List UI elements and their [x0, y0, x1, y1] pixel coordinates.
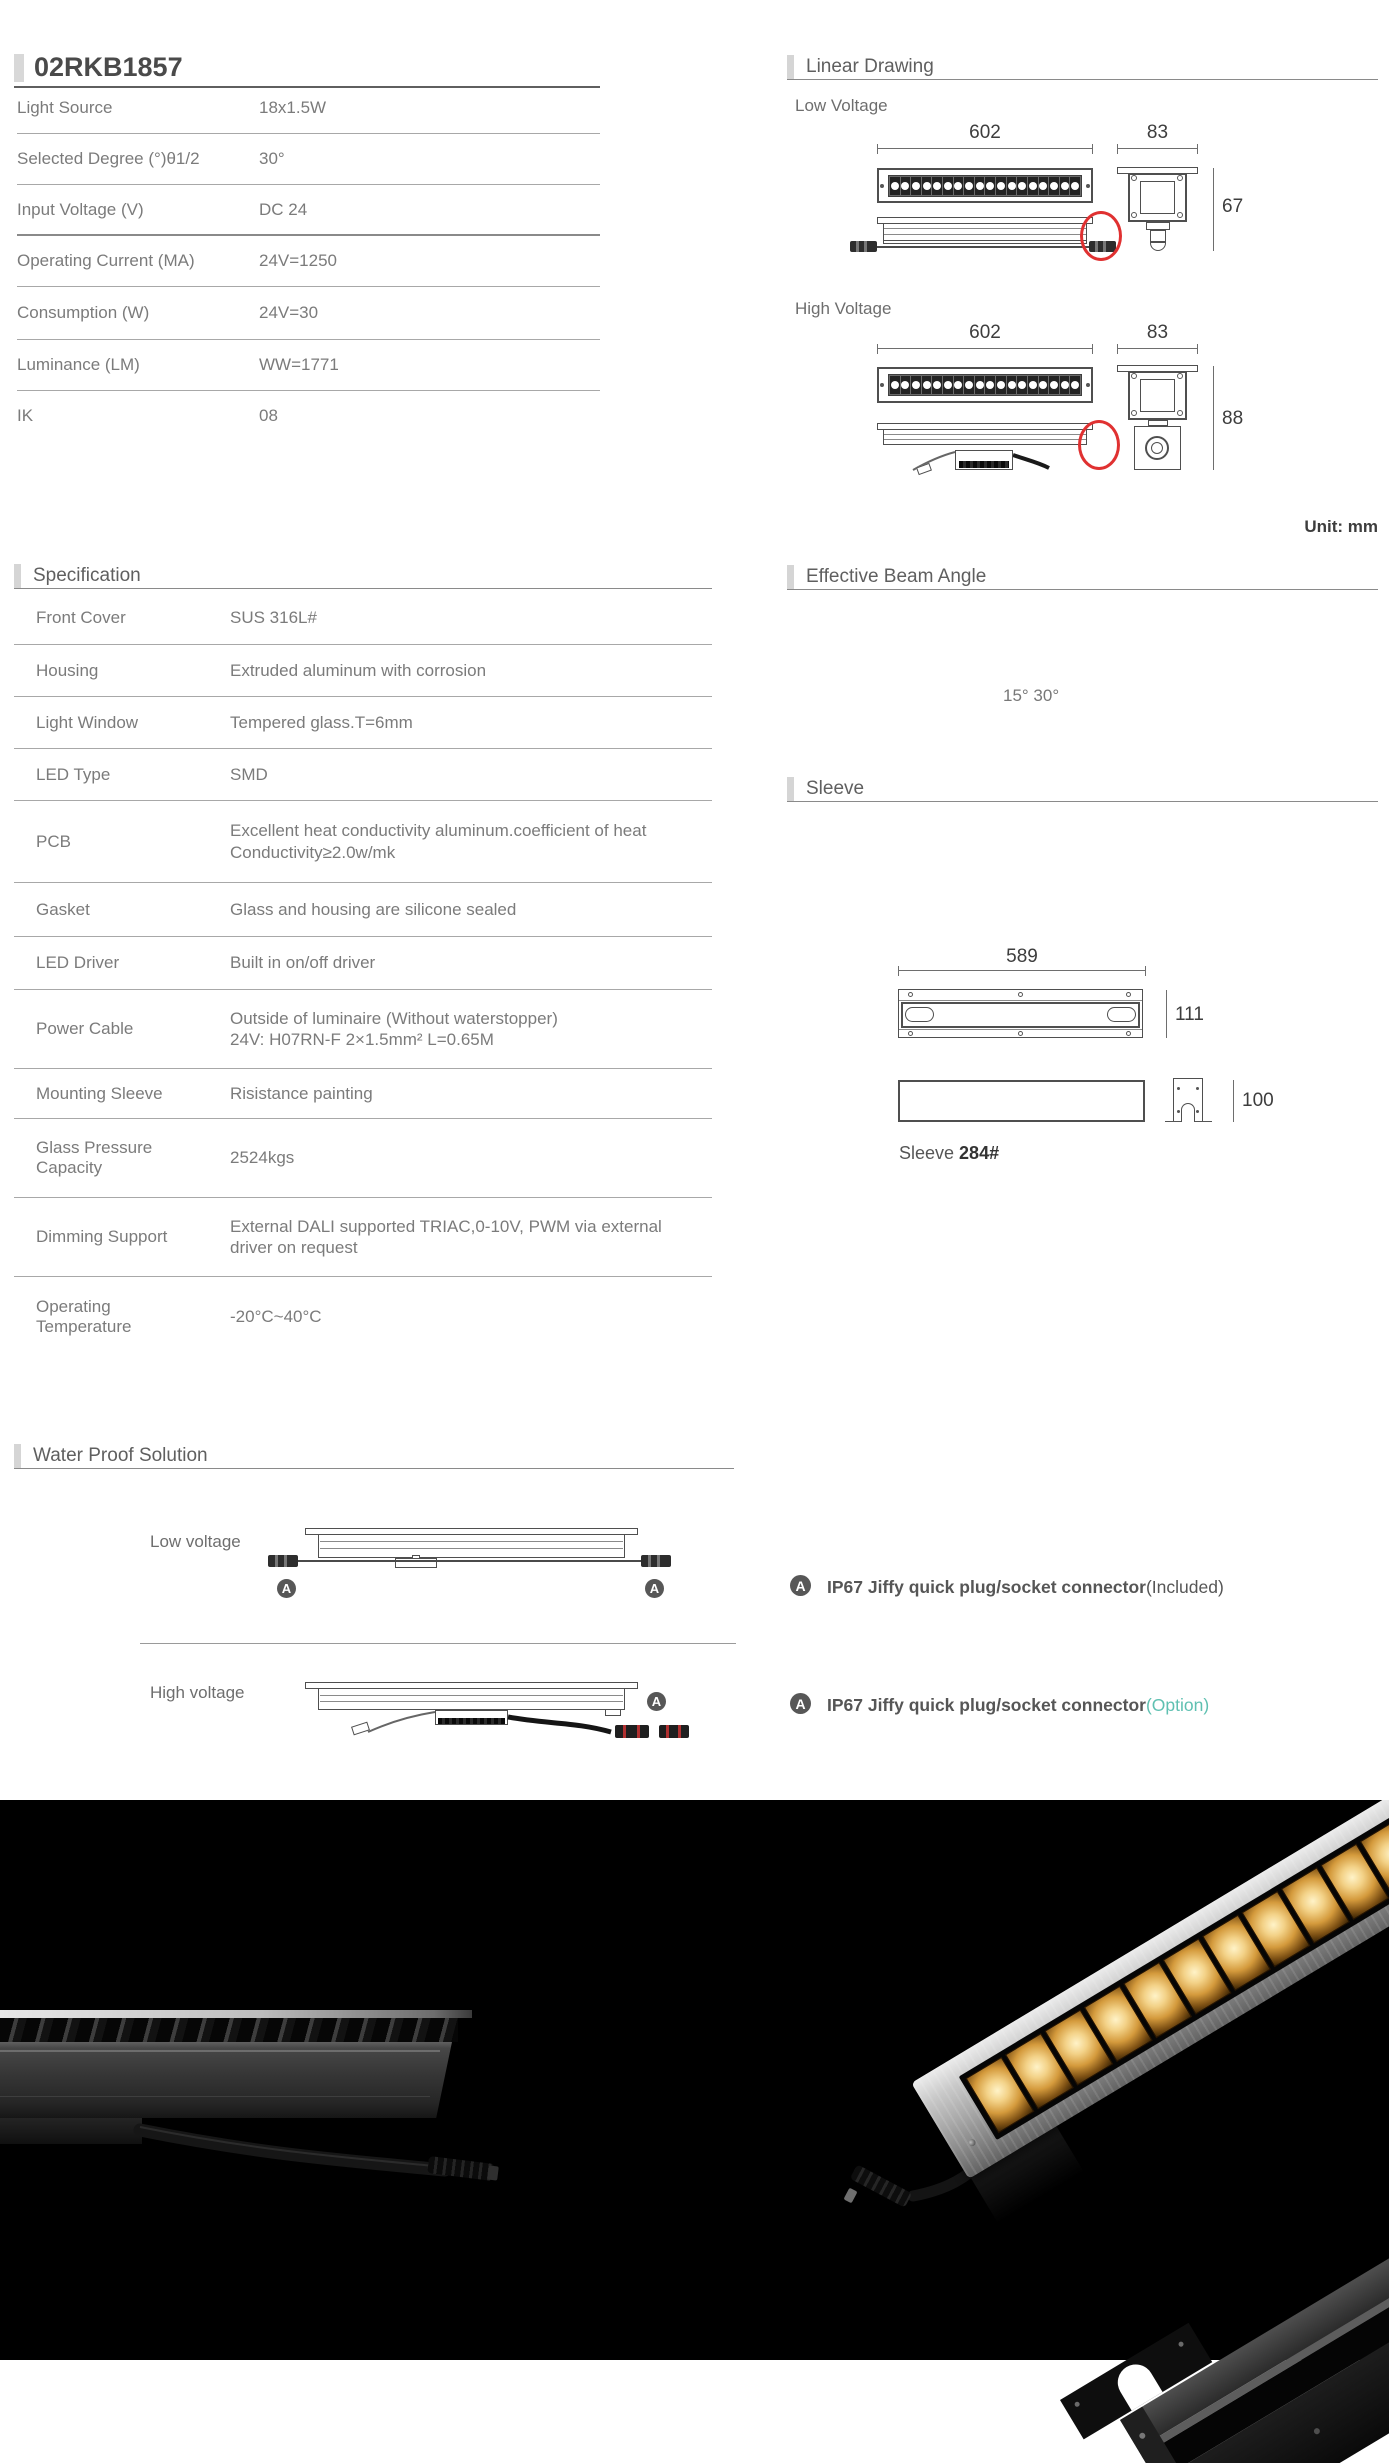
led-cell	[1039, 177, 1049, 195]
table-row	[17, 340, 600, 391]
led-cell	[964, 177, 974, 195]
led-cell	[1007, 376, 1017, 394]
dim-height: 88	[1222, 408, 1244, 429]
table-row	[14, 697, 712, 749]
section-title: Water Proof Solution	[33, 1445, 208, 1466]
waterproof-header	[14, 1444, 734, 1469]
row-label: Glass Pressure Capacity	[36, 1138, 153, 1177]
row-value-line1: Outside of luminaire (Without waterstopper)	[230, 1008, 558, 1028]
row-label: Light Window	[36, 712, 139, 732]
table-row	[14, 937, 712, 990]
marker-a-icon: A	[277, 1579, 296, 1598]
row-label: Luminance (LM)	[17, 355, 140, 374]
led-cell	[890, 177, 900, 195]
row-label: Operating Current (MA)	[17, 251, 195, 270]
beam-angle-header	[787, 565, 1378, 590]
led-cell	[985, 177, 995, 195]
table-row	[17, 185, 600, 236]
led-cell	[1049, 376, 1059, 394]
wire-icon	[905, 448, 965, 478]
row-value: Built in on/off driver	[230, 953, 376, 973]
row-value: SMD	[230, 764, 268, 784]
table-row	[14, 1277, 712, 1356]
table-row	[14, 645, 712, 697]
led-cell	[954, 177, 964, 195]
led-cell	[922, 376, 932, 394]
table-row	[17, 83, 600, 134]
row-value: 08	[259, 406, 278, 426]
row-value: Tempered glass.T=6mm	[230, 712, 413, 732]
photo-cable-icon	[100, 2100, 520, 2210]
led-cell	[1007, 177, 1017, 195]
row-label: LED Driver	[36, 953, 120, 972]
row-label: Mounting Sleeve	[36, 1083, 163, 1103]
section-title: Specification	[33, 565, 141, 586]
section-title: Linear Drawing	[806, 56, 934, 77]
row-label: Input Voltage (V)	[17, 199, 144, 219]
row-value: Glass and housing are silicone sealed	[230, 899, 517, 919]
marker-a-icon: A	[790, 1693, 811, 1714]
specification-header	[14, 564, 712, 589]
led-cell	[1017, 177, 1027, 195]
dim-length: 602	[969, 322, 1001, 343]
row-label: Gasket	[36, 899, 90, 919]
led-cell	[1070, 177, 1080, 195]
row-value: 18x1.5W	[259, 98, 327, 118]
led-cell	[1049, 177, 1059, 195]
row-value: -20°C~40°C	[230, 1306, 322, 1326]
led-cell	[975, 376, 985, 394]
led-cell	[943, 376, 953, 394]
table-row	[17, 391, 600, 441]
row-value: 30°	[259, 149, 285, 169]
section-bar-icon	[14, 564, 21, 588]
row-value: 24V=1250	[259, 251, 337, 271]
row-value: SUS 316L#	[230, 608, 317, 628]
cable-connector-icon	[641, 1555, 671, 1567]
annotation-option	[827, 1695, 1209, 1716]
dim-width: 111	[1175, 1004, 1204, 1025]
section-bar-icon	[787, 565, 794, 589]
table-row	[17, 287, 600, 340]
beam-angle-value: 15° 30°	[1003, 686, 1060, 705]
row-value: Risistance painting	[230, 1083, 373, 1103]
specification-table	[14, 592, 712, 1356]
annotation-included	[827, 1577, 1224, 1598]
led-cell	[1060, 376, 1070, 394]
cable-connector-icon	[268, 1555, 298, 1567]
table-row	[17, 134, 600, 185]
waterproof-high-label: High voltage	[150, 1683, 245, 1702]
row-value: Excellent heat conductivity aluminum.coefficient of heat Conductivity≥2.0w/mk	[230, 821, 647, 862]
annotation-suffix: (Option)	[1145, 1695, 1210, 1715]
table-row	[14, 1069, 712, 1119]
row-value: External DALI supported TRIAC,0-10V, PWM via external driver on request	[230, 1216, 662, 1257]
led-cell	[996, 376, 1006, 394]
dim-width: 83	[1146, 322, 1169, 343]
led-cell	[1070, 376, 1080, 394]
row-value: 2524kgs	[230, 1148, 295, 1168]
page-title: 02RKB1857	[34, 52, 183, 82]
led-cell	[1060, 177, 1070, 195]
led-strip-window	[888, 374, 1082, 396]
annotation-text: IP67 Jiffy quick plug/socket connector	[827, 1695, 1146, 1715]
led-cell	[1028, 376, 1038, 394]
row-label: LED Type	[36, 764, 111, 784]
table-row	[14, 883, 712, 937]
section-bar-icon	[787, 777, 794, 801]
dim-height: 100	[1242, 1090, 1274, 1111]
led-cell	[1039, 376, 1049, 394]
row-label: Consumption (W)	[17, 303, 150, 322]
table-row	[14, 592, 712, 645]
row-value: Extruded aluminum with corrosion	[230, 660, 487, 680]
led-cell	[932, 177, 942, 195]
row-value: 24V=30	[259, 303, 319, 323]
led-cell	[911, 376, 921, 394]
sleeve-caption-text: Sleeve	[899, 1143, 960, 1163]
row-value: DC 24	[259, 199, 308, 219]
led-cell	[1017, 376, 1027, 394]
cable-icon	[506, 1712, 616, 1738]
led-cell	[975, 177, 985, 195]
row-label: Power Cable	[36, 1019, 134, 1038]
highlight-circle-icon	[1078, 420, 1120, 470]
dim-width: 83	[1146, 122, 1169, 143]
row-label: IK	[17, 406, 34, 425]
product-photo	[0, 1800, 1389, 2463]
led-cell	[943, 177, 953, 195]
row-label: Operating Temperature	[36, 1296, 132, 1336]
table-row	[14, 749, 712, 801]
divider	[140, 1643, 736, 1644]
cable-connector-icon	[615, 1725, 649, 1738]
dim-height: 67	[1222, 196, 1244, 217]
table-row	[14, 1119, 712, 1198]
annotation-suffix: (Included)	[1145, 1577, 1224, 1597]
low-voltage-label: Low Voltage	[795, 96, 888, 115]
marker-a-icon: A	[647, 1692, 666, 1711]
row-label: PCB	[36, 831, 71, 851]
sleeve-header	[787, 777, 1378, 802]
led-cell	[922, 177, 932, 195]
row-value-line2: 24V: H07RN-F 2×1.5mm² L=0.65M	[230, 1030, 494, 1049]
led-cell	[964, 376, 974, 394]
cable-icon	[1013, 450, 1053, 475]
sleeve-caption	[899, 1143, 999, 1164]
product-spec-table	[17, 83, 600, 441]
table-row	[14, 990, 712, 1069]
section-title: Sleeve	[806, 778, 865, 799]
section-bar-icon	[787, 55, 794, 79]
table-row	[17, 236, 600, 287]
row-label: Light Source	[17, 98, 113, 117]
led-cell	[932, 376, 942, 394]
high-voltage-label: High Voltage	[795, 299, 892, 318]
section-bar-icon	[14, 1444, 21, 1468]
sleeve-model: 284#	[959, 1143, 1000, 1163]
marker-a-icon: A	[645, 1579, 664, 1598]
table-row	[14, 1198, 712, 1277]
row-label: Front Cover	[36, 608, 126, 627]
cable-connector-icon	[850, 241, 877, 252]
table-row	[14, 801, 712, 883]
led-strip-window	[888, 175, 1082, 197]
row-label: Housing	[36, 660, 99, 680]
annotation-text: IP67 Jiffy quick plug/socket connector	[827, 1577, 1146, 1597]
led-cell	[985, 376, 995, 394]
row-label: Dimming Support	[36, 1227, 168, 1246]
led-cell	[890, 376, 900, 394]
led-cell	[954, 376, 964, 394]
led-cell	[996, 177, 1006, 195]
waterproof-low-label: Low voltage	[150, 1532, 241, 1551]
row-label: Selected Degree (°)θ1/2	[17, 149, 200, 168]
row-value: WW=1771	[259, 355, 339, 375]
marker-a-icon: A	[790, 1575, 811, 1596]
led-cell	[901, 177, 911, 195]
section-bar-icon	[14, 54, 24, 82]
unit-note: Unit: mm	[1304, 517, 1378, 536]
dim-length: 602	[969, 122, 1001, 143]
section-title: Effective Beam Angle	[806, 566, 987, 587]
led-cell	[911, 177, 921, 195]
led-cell	[901, 376, 911, 394]
linear-drawing-header	[787, 55, 1378, 80]
led-cell	[1028, 177, 1038, 195]
highlight-circle-icon	[1080, 211, 1122, 261]
dim-length: 589	[1006, 946, 1038, 967]
cable-connector-icon	[659, 1725, 689, 1738]
